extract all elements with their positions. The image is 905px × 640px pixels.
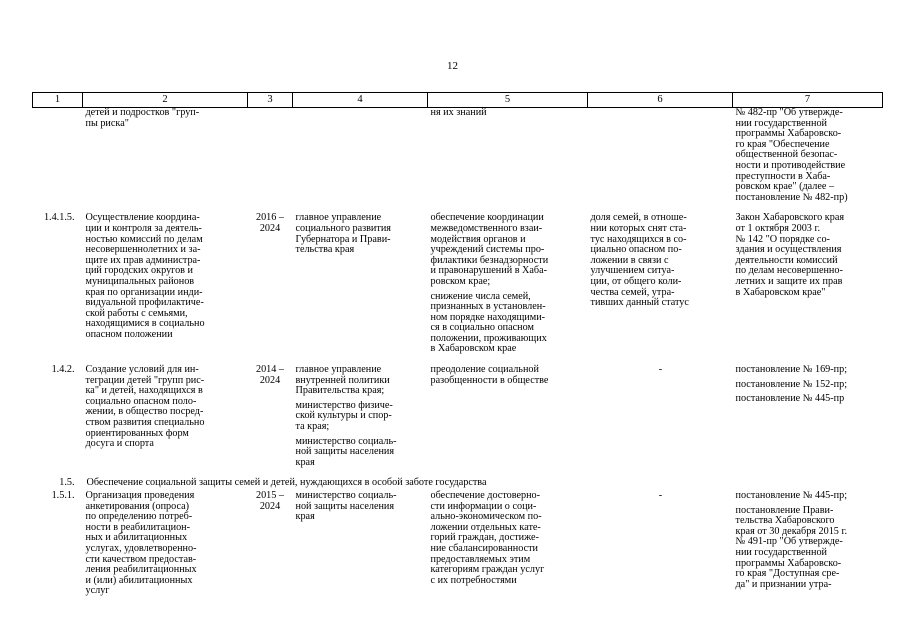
executor: министерство социаль- ной защиты населения края xyxy=(295,490,397,523)
basis-paragraph: постановление Прави- тельства Хабаровского края от 30 декабря 2015 г. № 491-пр "Об утвержде- нии государственной программы Хабаровско- го края "Доступная сре- да" и признании утра- xyxy=(735,504,848,590)
row-number: 1.4.2. xyxy=(51,364,75,376)
executor-paragraph: министерство социаль- ной защиты населения края xyxy=(295,435,397,468)
measure-text: Организация проведения анкетирования (опроса) по определению потреб- ности в реабилитацион- ных и абилитационных услугах, удовлетворенно- сти качеством предостав- ления реабилитационных и (или) абилитационных услуг xyxy=(85,490,197,597)
expected-result: преодоление социальной разобщенности в обществе xyxy=(430,364,549,386)
row-number: 1.4.1.5. xyxy=(43,212,75,224)
indicator: - xyxy=(658,490,663,501)
header-col-6: 6 xyxy=(588,93,733,108)
row-number: 1.5.1. xyxy=(51,490,75,501)
section-number: 1.5. xyxy=(59,477,75,489)
header-col-1: 1 xyxy=(33,93,83,108)
header-col-4: 4 xyxy=(293,93,428,108)
continued-basis: № 482-пр "Об утвержде- нии государственной программы Хабаровско- го края "Обеспечение общественной безопас- ности и противодействие преступности в Хаба- ровском крае" (далее – постановление № 482-пр) xyxy=(735,107,848,203)
program-table xyxy=(32,92,883,597)
table-row-continued xyxy=(33,108,883,204)
basis-paragraph: постановление № 445-пр; xyxy=(735,490,848,501)
header-col-3: 3 xyxy=(248,93,293,108)
basis-paragraph: постановление № 152-пр; xyxy=(735,378,848,390)
section-row xyxy=(33,478,883,489)
header-col-2: 2 xyxy=(83,93,248,108)
table-row xyxy=(33,213,883,355)
basis-paragraph: постановление № 169-пр; xyxy=(735,364,848,376)
result-paragraph: обеспечение координации межведомственного взаи- модействия органов и учреждений системы про- филактики безнадзорности и правонарушений в Хаба- ровском крае; xyxy=(430,212,549,287)
header-col-7: 7 xyxy=(733,93,883,108)
expected-result: обеспечение достоверно- сти информации о соци- ально-экономическом по- ложении отдельных кате- горий граждан, достиже- ние сбалансированности предоставляемых этим категориям граждан услуг с их потребностями xyxy=(430,490,545,586)
legal-basis xyxy=(733,491,883,597)
years: 2016 – 2024 xyxy=(255,212,284,234)
measure-text: Осуществление координа- ции и контроля за деятель- ностью комиссий по делам несовершеннолетних и за- щите их прав администра- ций городских округов и муниципальных районов края по организации инди- видуальной профилактиче- ской работы с семьями, находящимися в социально опасном положении xyxy=(85,212,205,340)
expected-result xyxy=(428,213,588,355)
legal-basis: Закон Хабаровского края от 1 октября 2003 г. № 142 "О порядке со- здания и осуществления деятельности комиссий по делам несовершенно- летних и защите их прав в Хабаровском крае" xyxy=(735,212,845,298)
executor: главное управление социального развития Губернатора и Прави- тельства края xyxy=(295,212,391,256)
header-row xyxy=(33,93,883,108)
table-row xyxy=(33,365,883,468)
indicator: доля семей, в отноше- нии которых снят ста- тус находящихся в со- циально опасном по- ложении в связи с улучшением ситуа- ции, от общего коли- чества семей, утра- тивших данный статус xyxy=(590,212,689,309)
header-col-5: 5 xyxy=(428,93,588,108)
years: 2015 – 2024 xyxy=(255,490,284,512)
executor-paragraph: министерство физиче- ской культуры и спор- та края; xyxy=(295,399,393,433)
executor xyxy=(293,365,428,468)
continued-result: ня их знаний xyxy=(430,107,487,118)
legal-basis xyxy=(733,365,883,468)
page-number: 12 xyxy=(447,60,458,72)
years: 2014 – 2024 xyxy=(255,364,284,386)
basis-paragraph: постановление № 445-пр xyxy=(735,393,845,405)
continued-measure: детей и подростков "груп- пы риска" xyxy=(85,107,200,129)
indicator: - xyxy=(658,364,663,376)
result-paragraph: снижение числа семей, признанных в установлен- ном порядке находящими- ся в социально опасном положении, проживающих в Хабаровском крае xyxy=(430,290,547,355)
executor-paragraph: главное управление внутренней политики Правительства края; xyxy=(295,364,390,397)
section-title: Обеспечение социальной защиты семей и детей, нуждающихся в особой заботе государства xyxy=(86,477,487,489)
table-row xyxy=(33,491,883,597)
measure-text: Создание условий для ин- теграции детей "групп рис- ка" и детей, находящихся в социально опасном поло- жении, в общество посред- ством развития специально ориентированных форм досуга и спорта xyxy=(85,364,205,450)
